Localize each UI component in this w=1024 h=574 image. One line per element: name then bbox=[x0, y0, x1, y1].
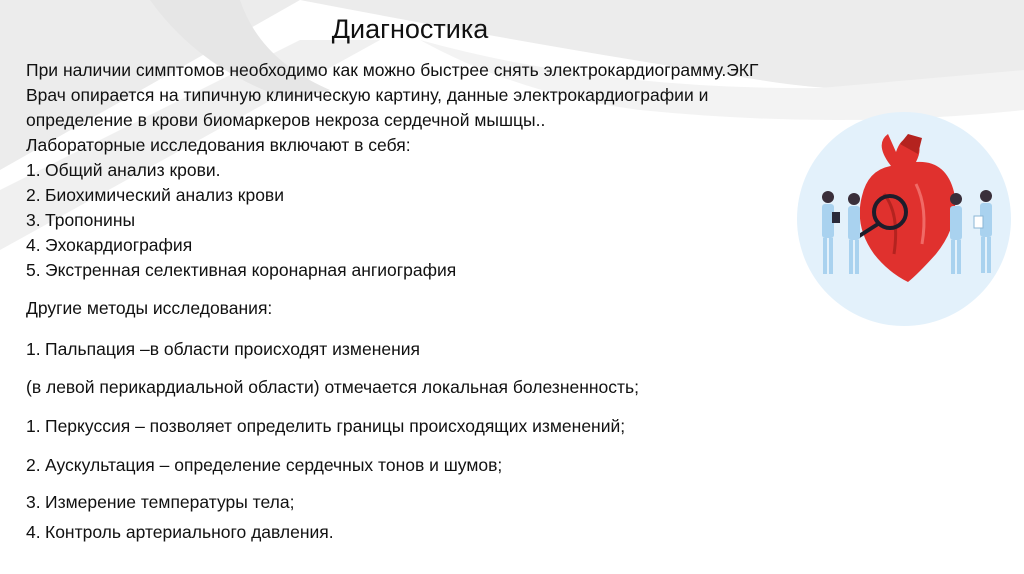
list-number: 1. bbox=[26, 160, 41, 180]
list-number: 1. bbox=[26, 416, 41, 436]
list-number: 3. bbox=[26, 210, 41, 230]
list-item-text: Аускультация – определение сердечных тонов и шумов; bbox=[45, 455, 503, 475]
list-number: 4. bbox=[26, 235, 41, 255]
list-number: 2. bbox=[26, 455, 41, 475]
page-title: Диагностика bbox=[331, 14, 489, 44]
other-methods-title: Другие методы исследования: bbox=[26, 298, 273, 318]
intro-block bbox=[26, 58, 906, 283]
list-item bbox=[26, 455, 502, 476]
intro-line: определение в крови биомаркеров некроза сердечной мышцы.. bbox=[26, 110, 546, 130]
list-item bbox=[26, 492, 294, 513]
list-item bbox=[26, 233, 906, 258]
list-item-text: Эхокардиография bbox=[45, 235, 193, 255]
list-item bbox=[26, 377, 639, 398]
list-item bbox=[26, 158, 906, 183]
intro-line: Лабораторные исследования включают в себя: bbox=[26, 135, 411, 155]
list-number: 3. bbox=[26, 492, 41, 512]
list-item bbox=[26, 339, 420, 360]
lab-tests-list bbox=[26, 158, 906, 283]
intro-line: При наличии симптомов необходимо как можно быстрее снять электрокардиограмму.ЭКГ bbox=[26, 60, 759, 80]
list-item-text: Перкуссия – позволяет определить границы происходящих изменений; bbox=[45, 416, 626, 436]
list-item-text: Общий анализ крови. bbox=[45, 160, 221, 180]
list-number: 2. bbox=[26, 185, 41, 205]
list-item-text: Измерение температуры тела; bbox=[45, 492, 295, 512]
list-item-text: Биохимический анализ крови bbox=[45, 185, 284, 205]
list-item-text: Тропонины bbox=[45, 210, 136, 230]
list-number: 4. bbox=[26, 522, 41, 542]
list-item bbox=[26, 416, 625, 437]
list-item bbox=[26, 258, 906, 283]
list-item bbox=[26, 522, 334, 543]
heart-doctors-illustration bbox=[796, 104, 1012, 334]
list-item-text: Экстренная селективная коронарная ангиография bbox=[45, 260, 457, 280]
list-number: 1. bbox=[26, 339, 41, 359]
list-item bbox=[26, 208, 906, 233]
list-item bbox=[26, 183, 906, 208]
list-item-text: Пальпация –в области происходят изменения bbox=[45, 339, 421, 359]
list-number: 5. bbox=[26, 260, 41, 280]
list-item-text: (в левой перикардиальной области) отмечается локальная болезненность; bbox=[26, 377, 640, 397]
intro-line: Врач опирается на типичную клиническую картину, данные электрокардиографии и bbox=[26, 85, 709, 105]
list-item-text: Контроль артериального давления. bbox=[45, 522, 334, 542]
